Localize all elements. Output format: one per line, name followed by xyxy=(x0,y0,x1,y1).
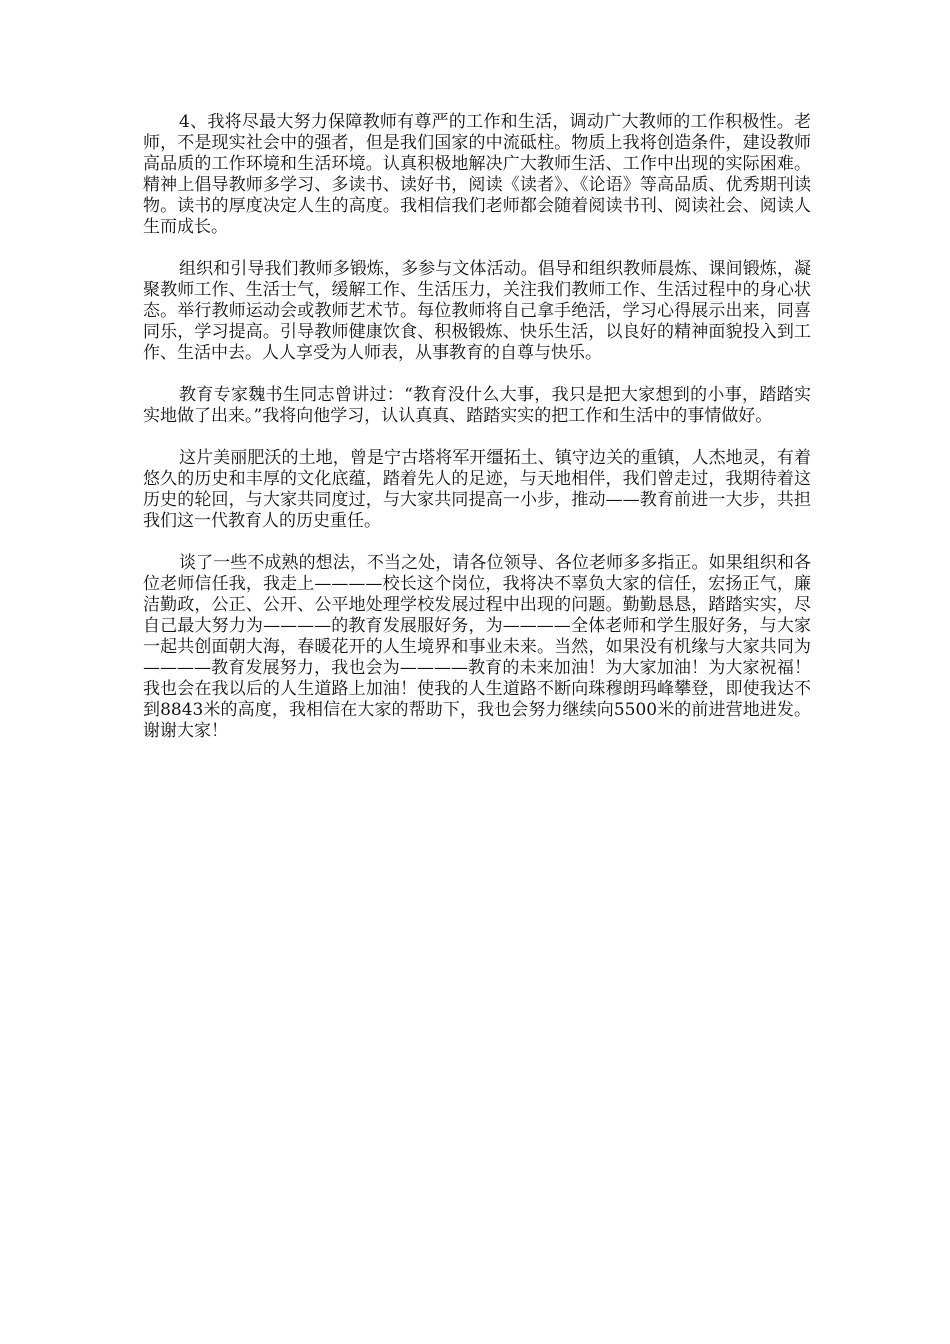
paragraph-teacher-support: 4、我将尽最大努力保障教师有尊严的工作和生活，调动广大教师的工作积极性。老师，不是现实社会中的强者，但是我们国家的中流砥柱。物质上我将创造条件，建设教师高品质的工作环境和生活环境。认真积极地解决广大教师生活、工作中出现的实际困难。精神上倡导教师多学习、多读书、读好书，阅读《读者》、《论语》等高品质、优秀期刊读物。读书的厚度决定人生的高度。我相信我们老师都会随着阅读书刊、阅读社会、阅读人生而成长。 xyxy=(143,112,811,237)
paragraph-closing: 谈了一些不成熟的想法，不当之处，请各位领导、各位老师多多指正。如果组织和各位老师信任我，我走上————校长这个岗位，我将决不辜负大家的信任，宏扬正气，廉洁勤政，公正、公开、公平地处理学校发展过程中出现的问题。勤勤恳恳，踏踏实实，尽自己最大努力为————的教育发展服好务，为————全体老师和学生服好务，与大家一起共创面朝大海，春暖花开的人生境界和事业未来。当然，如果没有机缘与大家共同为————教育发展努力，我也会为————教育的未来加油！为大家加油！为大家祝福！我也会在我以后的人生道路上加油！使我的人生道路不断向珠穆朗玛峰攀登，即使我达不到8843米的高度，我相信在大家的帮助下，我也会努力继续向5500米的前进营地进发。谢谢大家！ xyxy=(143,553,811,741)
paragraph-teacher-exercise: 组织和引导我们教师多锻炼，多参与文体活动。倡导和组织教师晨炼、课间锻炼，凝聚教师工作、生活士气，缓解工作、生活压力，关注我们教师工作、生活过程中的身心状态。举行教师运动会或教师艺术节。每位教师将自己拿手绝活，学习心得展示出来，同喜同乐，学习提高。引导教师健康饮食、积极锻炼、快乐生活，以良好的精神面貌投入到工作、生活中去。人人享受为人师表，从事教育的自尊与快乐。 xyxy=(143,259,811,363)
paragraph-history: 这片美丽肥沃的土地，曾是宁古塔将军开缰拓土、镇守边关的重镇，人杰地灵，有着悠久的历史和丰厚的文化底蕴，踏着先人的足迹，与天地相伴，我们曾走过，我期待着这历史的轮回，与大家共同度过，与大家共同提高一小步，推动——教育前进一大步，共担我们这一代教育人的历史重任。 xyxy=(143,448,811,531)
document-page xyxy=(143,112,811,763)
paragraph-expert-quote: 教育专家魏书生同志曾讲过：“教育没什么大事，我只是把大家想到的小事，踏踏实实地做了出来。”我将向他学习，认认真真、踏踏实实的把工作和生活中的事情做好。 xyxy=(143,385,811,426)
